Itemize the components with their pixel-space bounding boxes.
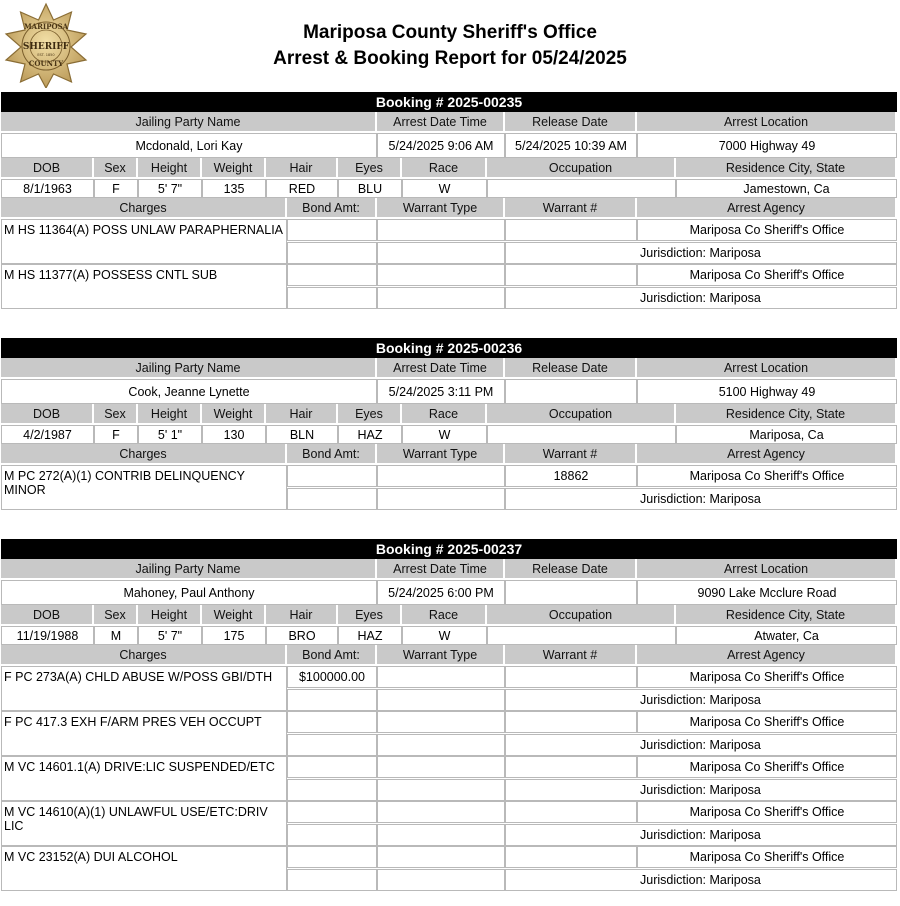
race-value: W <box>402 626 487 645</box>
dob-label: DOB <box>1 158 94 179</box>
jurisdiction: Jurisdiction: Mariposa <box>505 869 897 891</box>
dob-value: 11/19/1988 <box>1 626 94 645</box>
bond-amount <box>287 465 377 487</box>
arrest-agency: Mariposa Co Sheriff's Office <box>637 711 897 733</box>
arrest-location-label: Arrest Location <box>637 559 897 580</box>
charge-text: M HS 11364(A) POSS UNLAW PARAPHERNALIA <box>1 219 287 264</box>
charges-label: Charges <box>1 645 287 666</box>
bond-blank <box>287 869 377 891</box>
occupation-value <box>487 425 676 444</box>
arrest-location-label: Arrest Location <box>637 112 897 133</box>
booking-number: Booking # 2025-00235 <box>1 92 897 112</box>
bond-blank <box>287 734 377 756</box>
eyes-value: HAZ <box>338 425 402 444</box>
residence-value: Mariposa, Ca <box>676 425 897 444</box>
charge-text: M PC 272(A)(1) CONTRIB DELINQUENCY MINOR <box>1 465 287 510</box>
height-value: 5' 1" <box>138 425 202 444</box>
name-header-row <box>1 358 897 379</box>
race-value: W <box>402 425 487 444</box>
arrest-location: 5100 Highway 49 <box>637 379 897 404</box>
name-header-row <box>1 112 897 133</box>
warrant-type <box>377 756 505 778</box>
occupation-label: Occupation <box>487 158 676 179</box>
jailing-party-name: Mahoney, Paul Anthony <box>1 580 377 605</box>
arrest-agency: Mariposa Co Sheriff's Office <box>637 666 897 688</box>
title-line-2: Arrest & Booking Report for 05/24/2025 <box>273 48 627 69</box>
warrant-number-label: Warrant # <box>505 645 637 666</box>
dob-label: DOB <box>1 404 94 425</box>
occupation-value <box>487 179 676 198</box>
dob-label: DOB <box>1 605 94 626</box>
title-line-1: Mariposa County Sheriff's Office <box>303 22 597 43</box>
badge-top-text: MARIPOSA <box>23 22 69 31</box>
badge-small-text: EST. 1850 <box>37 53 55 57</box>
warrant-type <box>377 465 505 487</box>
arrest-date-time: 5/24/2025 6:00 PM <box>377 580 505 605</box>
warrant-number <box>505 801 637 823</box>
name-value-row <box>1 580 897 605</box>
race-label: Race <box>402 605 487 626</box>
release-date <box>505 580 637 605</box>
bond-blank <box>287 488 377 510</box>
warrant-type-blank <box>377 734 505 756</box>
charge-text: F PC 417.3 EXH F/ARM PRES VEH OCCUPT <box>1 711 287 756</box>
report-title <box>0 20 900 72</box>
booking-number: Booking # 2025-00236 <box>1 338 897 358</box>
jailing-party-label: Jailing Party Name <box>1 559 377 580</box>
weight-label: Weight <box>202 158 266 179</box>
arrest-location: 7000 Highway 49 <box>637 133 897 158</box>
arrest-agency: Mariposa Co Sheriff's Office <box>637 264 897 286</box>
charge-text: F PC 273A(A) CHLD ABUSE W/POSS GBI/DTH <box>1 666 287 711</box>
warrant-type-blank <box>377 242 505 264</box>
warrant-type-blank <box>377 287 505 309</box>
warrant-type-blank <box>377 689 505 711</box>
weight-value: 135 <box>202 179 266 198</box>
jailing-party-label: Jailing Party Name <box>1 112 377 133</box>
jurisdiction: Jurisdiction: Mariposa <box>505 242 897 264</box>
arrest-agency-label: Arrest Agency <box>637 198 897 219</box>
arrest-date-time: 5/24/2025 3:11 PM <box>377 379 505 404</box>
warrant-type <box>377 801 505 823</box>
name-header-row <box>1 559 897 580</box>
arrest-agency: Mariposa Co Sheriff's Office <box>637 756 897 778</box>
arrest-agency: Mariposa Co Sheriff's Office <box>637 465 897 487</box>
height-value: 5' 7" <box>138 626 202 645</box>
bond-blank <box>287 242 377 264</box>
jurisdiction: Jurisdiction: Mariposa <box>505 824 897 846</box>
charges-label: Charges <box>1 444 287 465</box>
bond-label: Bond Amt: <box>287 198 377 219</box>
jurisdiction: Jurisdiction: Mariposa <box>505 488 897 510</box>
release-date <box>505 379 637 404</box>
charges-header-row <box>1 645 897 666</box>
warrant-number <box>505 846 637 868</box>
occupation-value <box>487 626 676 645</box>
warrant-type <box>377 846 505 868</box>
charges-header-row <box>1 444 897 465</box>
warrant-number <box>505 756 637 778</box>
sex-label: Sex <box>94 404 138 425</box>
sex-value: F <box>94 179 138 198</box>
arrest-date-time-label: Arrest Date Time <box>377 559 505 580</box>
warrant-type-blank <box>377 824 505 846</box>
hair-label: Hair <box>266 404 338 425</box>
arrest-agency-label: Arrest Agency <box>637 444 897 465</box>
residence-value: Atwater, Ca <box>676 626 897 645</box>
jailing-party-label: Jailing Party Name <box>1 358 377 379</box>
height-label: Height <box>138 158 202 179</box>
eyes-label: Eyes <box>338 404 402 425</box>
physical-header-row <box>1 605 897 626</box>
eyes-value: BLU <box>338 179 402 198</box>
bond-amount <box>287 711 377 733</box>
arrest-agency: Mariposa Co Sheriff's Office <box>637 846 897 868</box>
sex-label: Sex <box>94 158 138 179</box>
jurisdiction: Jurisdiction: Mariposa <box>505 779 897 801</box>
warrant-type-blank <box>377 488 505 510</box>
physical-header-row <box>1 404 897 425</box>
bond-amount <box>287 846 377 868</box>
charge-text: M HS 11377(A) POSSESS CNTL SUB <box>1 264 287 309</box>
charge-entry <box>1 711 897 756</box>
height-label: Height <box>138 404 202 425</box>
physical-header-row <box>1 158 897 179</box>
jurisdiction: Jurisdiction: Mariposa <box>505 287 897 309</box>
weight-value: 130 <box>202 425 266 444</box>
charges-label: Charges <box>1 198 287 219</box>
badge-bottom-text: COUNTY <box>28 59 64 68</box>
bond-blank <box>287 824 377 846</box>
bond-blank <box>287 779 377 801</box>
charge-text: M VC 23152(A) DUI ALCOHOL <box>1 846 287 891</box>
sex-value: M <box>94 626 138 645</box>
hair-value: BLN <box>266 425 338 444</box>
charge-text: M VC 14601.1(A) DRIVE:LIC SUSPENDED/ETC <box>1 756 287 801</box>
hair-value: RED <box>266 179 338 198</box>
warrant-number: 18862 <box>505 465 637 487</box>
warrant-number <box>505 264 637 286</box>
warrant-number-label: Warrant # <box>505 198 637 219</box>
warrant-type-label: Warrant Type <box>377 645 505 666</box>
arrest-agency: Mariposa Co Sheriff's Office <box>637 219 897 241</box>
eyes-value: HAZ <box>338 626 402 645</box>
jailing-party-name: Mcdonald, Lori Kay <box>1 133 377 158</box>
height-label: Height <box>138 605 202 626</box>
release-date-label: Release Date <box>505 559 637 580</box>
jurisdiction: Jurisdiction: Mariposa <box>505 689 897 711</box>
charge-entry <box>1 219 897 264</box>
physical-value-row <box>1 425 897 444</box>
bond-amount: $100000.00 <box>287 666 377 688</box>
release-date-label: Release Date <box>505 112 637 133</box>
weight-label: Weight <box>202 605 266 626</box>
eyes-label: Eyes <box>338 605 402 626</box>
charge-entry <box>1 666 897 711</box>
arrest-agency-label: Arrest Agency <box>637 645 897 666</box>
warrant-number <box>505 711 637 733</box>
weight-label: Weight <box>202 404 266 425</box>
residence-label: Residence City, State <box>676 158 897 179</box>
warrant-number-label: Warrant # <box>505 444 637 465</box>
warrant-type <box>377 666 505 688</box>
warrant-type-blank <box>377 869 505 891</box>
charge-entry <box>1 465 897 510</box>
arrest-date-time: 5/24/2025 9:06 AM <box>377 133 505 158</box>
race-value: W <box>402 179 487 198</box>
hair-value: BRO <box>266 626 338 645</box>
occupation-label: Occupation <box>487 404 676 425</box>
physical-value-row <box>1 626 897 645</box>
arrest-date-time-label: Arrest Date Time <box>377 358 505 379</box>
physical-value-row <box>1 179 897 198</box>
bond-label: Bond Amt: <box>287 645 377 666</box>
charge-entry <box>1 801 897 846</box>
hair-label: Hair <box>266 605 338 626</box>
booking-block <box>1 338 897 510</box>
booking-block <box>1 92 897 309</box>
arrest-location-label: Arrest Location <box>637 358 897 379</box>
name-value-row <box>1 133 897 158</box>
weight-value: 175 <box>202 626 266 645</box>
residence-value: Jamestown, Ca <box>676 179 897 198</box>
arrest-agency: Mariposa Co Sheriff's Office <box>637 801 897 823</box>
charge-entry <box>1 264 897 309</box>
residence-label: Residence City, State <box>676 404 897 425</box>
occupation-label: Occupation <box>487 605 676 626</box>
jailing-party-name: Cook, Jeanne Lynette <box>1 379 377 404</box>
residence-label: Residence City, State <box>676 605 897 626</box>
badge-mid-text: SHERIFF <box>22 42 70 52</box>
release-date-label: Release Date <box>505 358 637 379</box>
bond-amount <box>287 219 377 241</box>
charge-entry <box>1 756 897 801</box>
race-label: Race <box>402 158 487 179</box>
warrant-number <box>505 666 637 688</box>
bond-amount <box>287 264 377 286</box>
warrant-number <box>505 219 637 241</box>
arrest-location: 9090 Lake Mcclure Road <box>637 580 897 605</box>
bond-blank <box>287 689 377 711</box>
hair-label: Hair <box>266 158 338 179</box>
release-date: 5/24/2025 10:39 AM <box>505 133 637 158</box>
warrant-type <box>377 219 505 241</box>
bond-amount <box>287 756 377 778</box>
name-value-row <box>1 379 897 404</box>
eyes-label: Eyes <box>338 158 402 179</box>
bond-blank <box>287 287 377 309</box>
charges-header-row <box>1 198 897 219</box>
booking-number: Booking # 2025-00237 <box>1 539 897 559</box>
warrant-type <box>377 264 505 286</box>
bond-label: Bond Amt: <box>287 444 377 465</box>
booking-block <box>1 539 897 891</box>
bond-amount <box>287 801 377 823</box>
warrant-type-label: Warrant Type <box>377 444 505 465</box>
charge-text: M VC 14610(A)(1) UNLAWFUL USE/ETC:DRIV LIC <box>1 801 287 846</box>
arrest-date-time-label: Arrest Date Time <box>377 112 505 133</box>
dob-value: 4/2/1987 <box>1 425 94 444</box>
height-value: 5' 7" <box>138 179 202 198</box>
warrant-type <box>377 711 505 733</box>
warrant-type-label: Warrant Type <box>377 198 505 219</box>
dob-value: 8/1/1963 <box>1 179 94 198</box>
race-label: Race <box>402 404 487 425</box>
sex-label: Sex <box>94 605 138 626</box>
warrant-type-blank <box>377 779 505 801</box>
sex-value: F <box>94 425 138 444</box>
charge-entry <box>1 846 897 891</box>
jurisdiction: Jurisdiction: Mariposa <box>505 734 897 756</box>
